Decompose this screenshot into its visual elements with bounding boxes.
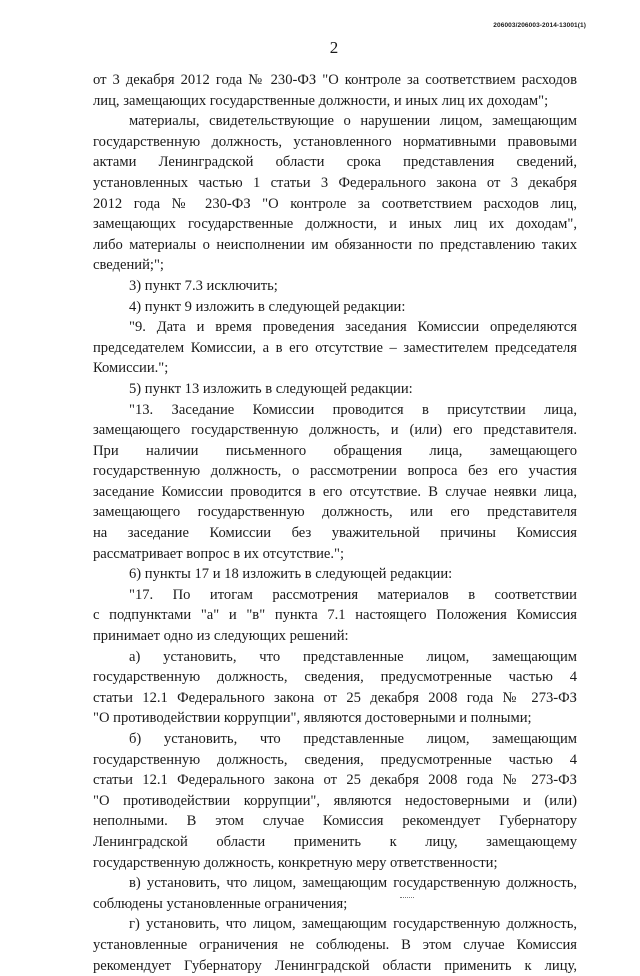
text-line: "9. Дата и время проведения заседания Комиссии определяются [129, 319, 577, 336]
text-line: государственную должность, сведения, предусмотренные частью 4 [93, 751, 577, 768]
text-line: неполными. В этом случае Комиссия рекомендует Губернатору [93, 813, 577, 830]
text-line: с подпунктами "а" и "в" пункта 7.1 настоящего Положения Комиссия [93, 607, 577, 624]
text-line: "О противодействии коррупции", являются достоверными и полными; [93, 710, 532, 727]
text-line: 3) пункт 7.3 исключить; [129, 277, 278, 294]
text-line: рассматривает вопрос в их отсутствие."; [93, 545, 345, 562]
document-id: 206003/206003-2014-13001(1) [493, 22, 586, 29]
text-line: 2012 года № 230-ФЗ "О контроле за соответствием расходов лиц, [93, 195, 577, 212]
text-line: "13. Заседание Комиссии проводится в присутствии лица, [129, 401, 577, 418]
text-line: 4) пункт 9 изложить в следующей редакции: [129, 298, 406, 315]
text-line: государственную должность, установленного нормативными правовыми [93, 133, 577, 150]
text-line: 5) пункт 13 изложить в следующей редакции: [129, 380, 413, 397]
text-line: замещающих государственные должности, и иных лиц их доходам", [93, 216, 577, 233]
text-line: материалы, свидетельствующие о нарушении лицом, замещающим [129, 113, 577, 130]
text-line: заседание Комиссии проводится в его отсутствие. В случае неявки лица, [93, 483, 577, 500]
text-line: Ленинградской области применить к лицу, замещающему [93, 833, 577, 850]
text-line: сведений;"; [93, 257, 164, 274]
text-line: на заседание Комиссии без уважительной причины Комиссия [93, 525, 577, 542]
text-line: соблюдены установленные ограничения; [93, 895, 348, 912]
text-line: либо материалы о неисполнении им обязанности по представлению таких [93, 236, 577, 253]
text-line: установленные ограничения не соблюдены. В этом случае Комиссия [93, 936, 577, 953]
text-line: рекомендует Губернатору Ленинградской области применить к лицу, [93, 957, 577, 974]
text-line: г) установить, что лицом, замещающим государственную должность, [129, 916, 577, 933]
text-line: председателем Комиссии, а в его отсутствие – заместителем председателя [93, 339, 577, 356]
text-line: статьи 12.1 Федерального закона от 25 декабря 2008 года № 273-ФЗ [93, 689, 577, 706]
text-line: государственную должность, сведения, предусмотренные частью 4 [93, 669, 577, 686]
text-line: замещающего государственную должность, и (или) его представителя. [93, 422, 577, 439]
text-line: "О противодействии коррупции", являются недостоверными и (или) [93, 792, 577, 809]
footer-scan-mark [400, 897, 414, 899]
text-line: принимает одно из следующих решений: [93, 628, 349, 645]
document-body [93, 70, 577, 976]
text-line: Комиссии."; [93, 360, 169, 377]
text-line: государственную должность, о рассмотрении вопроса без его участия [93, 463, 577, 480]
text-line: замещающего государственную должность, или его представителя [93, 504, 577, 521]
text-line: актами Ленинградской области срока представления сведений, [93, 154, 577, 171]
text-line: б) установить, что представленные лицом, замещающим [129, 731, 577, 747]
text-line: статьи 12.1 Федерального закона от 25 декабря 2008 года № 273-ФЗ [93, 772, 577, 789]
text-line: При наличии письменного обращения лица, замещающего [93, 442, 577, 459]
text-line: от 3 декабря 2012 года № 230-ФЗ "О контроле за соответствием расходов [93, 72, 577, 88]
text-line: "17. По итогам рассмотрения материалов в соответствии [129, 586, 577, 603]
text-line: государственную должность, конкретную меру ответственности; [93, 854, 498, 871]
text-line: установленных частью 1 статьи 3 Федерального закона от 3 декабря [93, 174, 577, 191]
text-line: лиц, замещающих государственные должности, и иных лиц их доходам"; [93, 92, 549, 109]
page-number: 2 [329, 38, 339, 57]
text-line: в) установить, что лицом, замещающим государственную должность, [129, 875, 577, 892]
text-line: а) установить, что представленные лицом, замещающим [129, 648, 577, 665]
text-line: 6) пункты 17 и 18 изложить в следующей редакции: [129, 566, 453, 583]
